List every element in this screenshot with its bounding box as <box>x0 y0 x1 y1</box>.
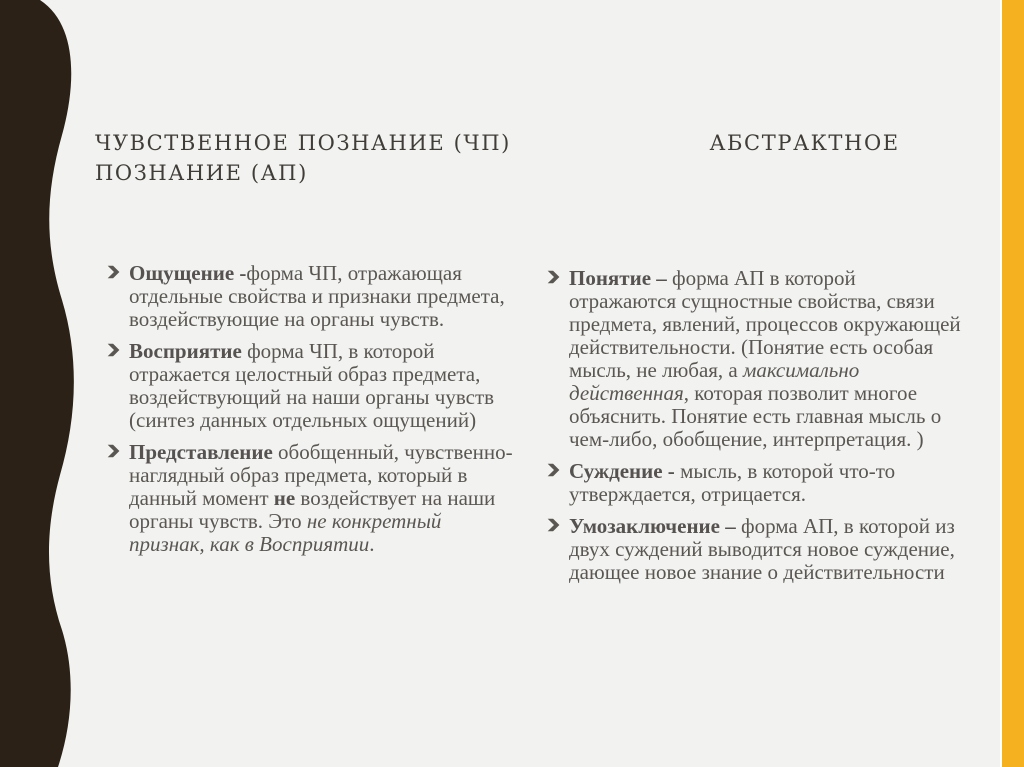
definition-text: форма ЧП, в которой отражается целостный образ предмета, воздействующий на наши органы чувств (синтез данных отдельных ощущений) <box>129 339 495 432</box>
term-label: Представление <box>129 440 273 464</box>
definition-text-cont: , которая позволит многое объяснить. Понятие есть главная мысль о чем-либо, обобщение, интерпретация. ) <box>569 381 942 451</box>
arrow-bullet-icon <box>105 263 123 281</box>
definition-text-cont: воздействует на наши органы чувств. Это <box>129 486 496 533</box>
term-label: Суждение - <box>569 459 675 483</box>
arrow-bullet-icon <box>545 268 563 286</box>
list-item <box>105 340 515 432</box>
definition-end: . <box>369 532 375 556</box>
term-label: Ощущение - <box>129 261 247 285</box>
definition-text: форма АП, в которой из двух суждений выводится новое суждение, дающее новое знание о действительности <box>569 514 955 584</box>
definition-text: форма АП в которой отражаются сущностные свойства, связи предмета, явлений, процессов окружающей действительности. (Понятие есть особая мысль, не любая, а <box>569 266 961 382</box>
list-item <box>545 267 965 451</box>
arrow-bullet-icon <box>105 442 123 460</box>
definition-text: обобщенный, чувственно-наглядный образ предмета, который в данный момент <box>129 440 513 510</box>
arrow-bullet-icon <box>545 516 563 534</box>
term-label: Умозаключение – <box>569 514 736 538</box>
list-item <box>545 515 965 584</box>
list-item <box>105 441 515 556</box>
list-item <box>105 262 515 331</box>
edge-divider <box>1000 0 1002 767</box>
definition-text: мысль, в которой что-то утверждается, отрицается. <box>569 459 896 506</box>
arrow-bullet-icon <box>545 461 563 479</box>
term-label: Понятие – <box>569 266 667 290</box>
emphasis-italic: максимально действенная <box>569 358 860 405</box>
term-label: Восприятие <box>129 339 242 363</box>
list-item <box>545 460 965 506</box>
slide-title: ЧУВСТВЕННОЕ ПОЗНАНИЕ (ЧП) АБСТРАКТНОЕ ПОЗНАНИЕ (АП) <box>95 131 900 185</box>
definition-text: форма ЧП, отражающая отдельные свойства и признаки предмета, воздействующие на органы чувств. <box>129 261 505 331</box>
emphasis-bold: не <box>273 486 296 510</box>
wave-border-decoration <box>0 0 90 767</box>
accent-bar <box>1002 0 1024 767</box>
left-column-list <box>105 262 515 565</box>
emphasis-italic: не конкретный признак, как в Восприятии <box>129 509 442 556</box>
right-column-list <box>545 267 965 593</box>
arrow-bullet-icon <box>105 341 123 359</box>
